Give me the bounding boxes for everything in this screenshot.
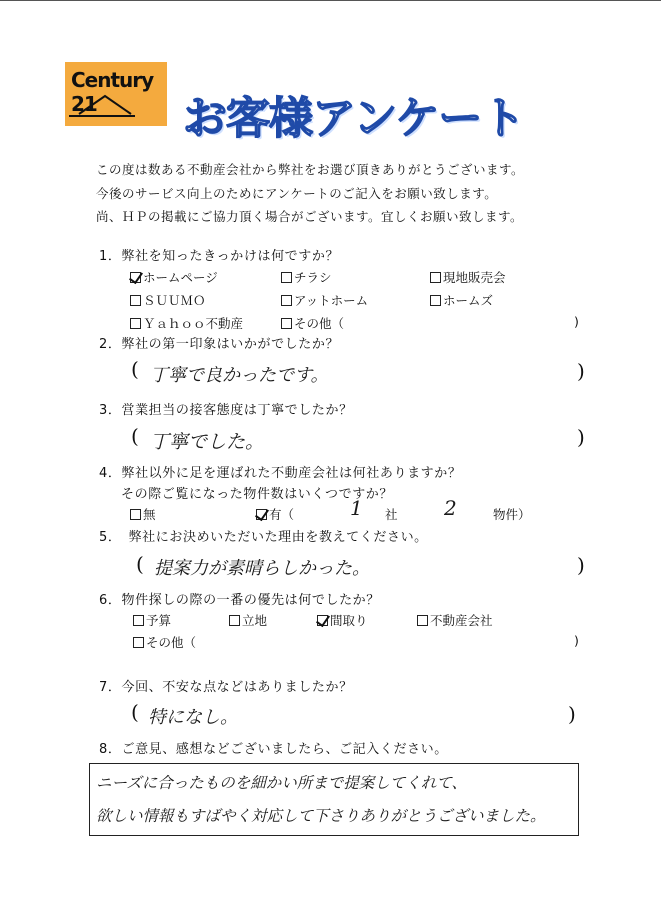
- answer-5[interactable]: 提案力が素晴らしかった。: [154, 558, 370, 579]
- checkbox-checked[interactable]: [130, 272, 141, 283]
- answer-3[interactable]: 丁寧でした。: [150, 431, 265, 453]
- paren-close: ): [568, 702, 576, 726]
- company-logo: [65, 62, 167, 126]
- option-yahoo[interactable]: Ｙａｈｏｏ不動産: [130, 314, 243, 332]
- comment-line: ニーズに合ったものを細かい所まで提案してくれて、: [96, 774, 467, 792]
- property-count[interactable]: 2: [444, 496, 457, 520]
- question-7: 7．今回、不安な点などはありましたか？: [99, 680, 353, 695]
- checkbox[interactable]: [130, 295, 141, 306]
- answer-2[interactable]: 丁寧で良かったです。: [150, 365, 329, 386]
- checkbox[interactable]: [281, 295, 292, 306]
- company-unit: 社: [385, 507, 398, 522]
- checkbox[interactable]: [229, 615, 240, 626]
- checkbox-checked[interactable]: [256, 509, 267, 520]
- paren-open: (: [131, 424, 139, 448]
- option-yes[interactable]: 有（: [256, 505, 294, 523]
- checkbox[interactable]: [281, 272, 292, 283]
- option-athome[interactable]: アットホーム: [281, 291, 368, 309]
- question-2: 2．弊社の第一印象はいかがでしたか？: [99, 337, 340, 352]
- page-edge-line: [0, 0, 661, 1]
- intro-line: 尚、ＨＰの掲載にご協力頂く場合がございます。宜しくお願い致します。: [96, 209, 524, 224]
- question-3: 3．営業担当の接客態度は丁寧でしたか？: [99, 403, 353, 418]
- paren-open: (: [136, 552, 144, 576]
- logo-house-icon: [65, 62, 167, 126]
- option-agency[interactable]: 不動産会社: [417, 611, 493, 629]
- option-suumo[interactable]: ＳＵＵＭＯ: [130, 291, 206, 309]
- paren-close: ): [574, 314, 579, 329]
- page-title: お客様アンケート: [183, 93, 525, 144]
- logo-text: Century 21: [71, 68, 154, 116]
- option-other[interactable]: その他（: [281, 314, 344, 332]
- comment-line: 欲しい情報もすばやく対応して下さりありがとうございました。: [96, 807, 546, 825]
- property-unit: 物件）: [493, 507, 531, 522]
- answer-7[interactable]: 特になし。: [148, 707, 238, 728]
- company-count[interactable]: 1: [350, 496, 363, 520]
- option-flyer[interactable]: チラシ: [281, 268, 332, 286]
- paren-close: ): [574, 633, 579, 648]
- checkbox-checked[interactable]: [317, 615, 328, 626]
- checkbox[interactable]: [133, 637, 144, 648]
- paren-close: ): [577, 359, 585, 383]
- option-other[interactable]: その他（: [133, 633, 196, 651]
- paren-open: (: [131, 700, 139, 724]
- paren-close: ): [577, 553, 585, 577]
- question-4: 4．弊社以外に足を運ばれた不動産会社は何社ありますか？: [99, 466, 462, 481]
- option-none[interactable]: 無: [130, 505, 156, 523]
- checkbox[interactable]: [430, 272, 441, 283]
- checkbox[interactable]: [130, 318, 141, 329]
- question-5: 5． 弊社にお決めいただいた理由を教えてください。: [99, 530, 428, 545]
- option-budget[interactable]: 予算: [133, 611, 171, 629]
- option-homepage[interactable]: ホームページ: [130, 268, 218, 286]
- question-1: 1．弊社を知ったきっかけは何ですか？: [99, 249, 340, 264]
- checkbox[interactable]: [130, 509, 141, 520]
- option-open-house[interactable]: 現地販売会: [430, 268, 506, 286]
- option-location[interactable]: 立地: [229, 611, 267, 629]
- checkbox[interactable]: [417, 615, 428, 626]
- question-6: 6．物件探しの際の一番の優先は何でしたか？: [99, 593, 380, 608]
- intro-line: 今後のサービス向上のためにアンケートのご記入をお願い致します。: [96, 186, 498, 201]
- paren-open: (: [131, 357, 139, 381]
- option-floorplan[interactable]: 間取り: [317, 611, 368, 629]
- intro-line: この度は数ある不動産会社から弊社をお選び頂きありがとうございます。: [96, 162, 525, 177]
- checkbox[interactable]: [281, 318, 292, 329]
- question-8: 8．ご意見、感想などございましたら、ご記入ください。: [99, 742, 448, 757]
- checkbox[interactable]: [133, 615, 144, 626]
- paren-close: ): [577, 425, 585, 449]
- checkbox[interactable]: [430, 295, 441, 306]
- option-homes[interactable]: ホームズ: [430, 291, 493, 309]
- question-4-sub: その際ご覧になった物件数はいくつですか？: [121, 487, 394, 502]
